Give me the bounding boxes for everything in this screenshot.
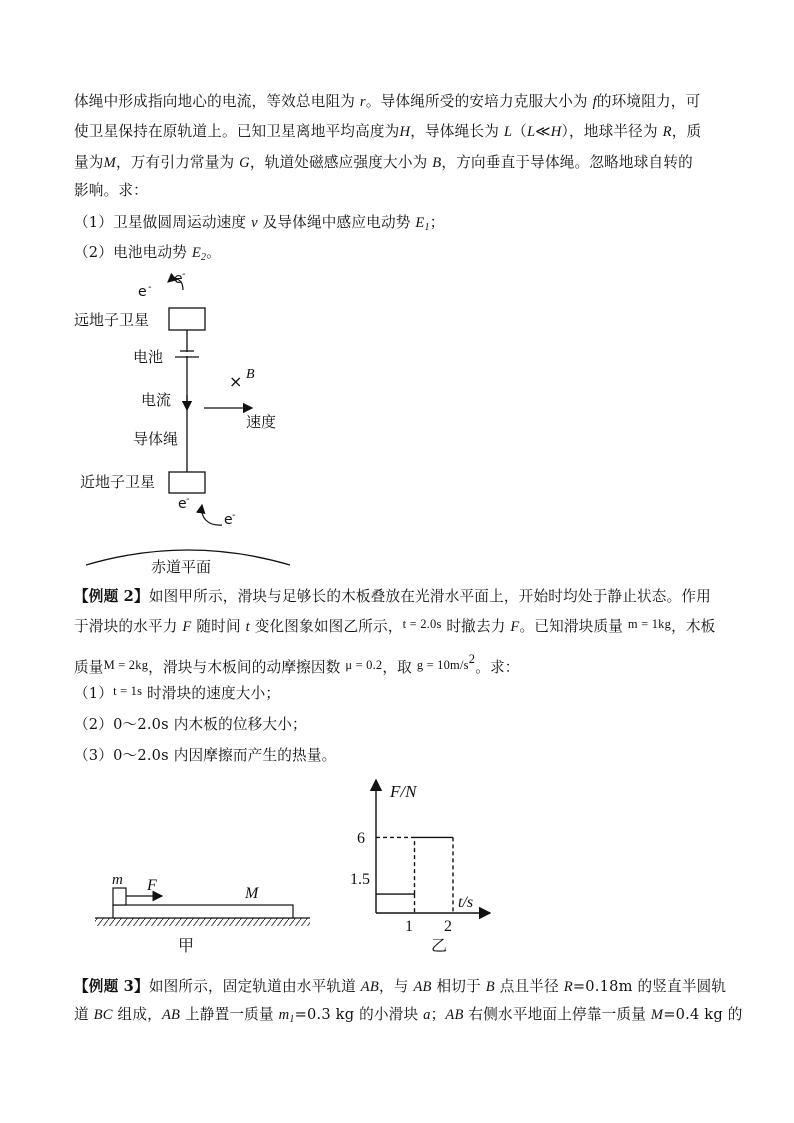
board-mass-label: M bbox=[245, 885, 259, 902]
electron-path-top bbox=[168, 279, 183, 290]
para1-line2: 使卫星保持在原轨道上。已知卫星离地平均高度为H，导体绳长为 L（L≪H），地球半径为 R，质 bbox=[74, 123, 702, 140]
example2-line2: 于滑块的水平力 F 随时间 t 变化图象如图乙所示，t = 2.0s 时撤去力 F。已知滑块质量 m = 1kg，木板 bbox=[74, 617, 716, 635]
example2-question-2: （2）0～2.0s 内木板的位移大小； bbox=[74, 716, 307, 733]
x-axis-label: t/s bbox=[458, 894, 474, 911]
current-label: 电流 bbox=[141, 391, 172, 409]
ground-hatch bbox=[95, 918, 310, 926]
y-axis-label: F/N bbox=[390, 782, 417, 801]
para1-line1: 体绳中形成指向地心的电流，等效总电阻为 r。导体绳所受的安培力克服大小为 f的环境阻力，可 bbox=[74, 93, 701, 110]
b-field-cross-icon: × bbox=[229, 372, 243, 391]
caption-jia: 甲 bbox=[178, 936, 195, 955]
force-time-chart bbox=[350, 780, 490, 935]
far-satellite-label: 远地子卫星 bbox=[74, 311, 150, 329]
example3-line1: 【例题 3】如图所示，固定轨道由水平轨道 AB，与 AB 相切于 B 点且半径 R=0.18m 的竖直半圆轨 bbox=[74, 978, 727, 995]
example3-line2: 道 BC 组成，AB 上静置一质量 $m_1=0.3$ kg 的小滑块 a；AB 右侧水平地面上停靠一质量 M=0.4 kg 的 bbox=[74, 1006, 743, 1025]
example2-question-3: （3）0～2.0s 内因摩擦而产生的热量。 bbox=[74, 747, 337, 764]
force-label: F bbox=[147, 877, 157, 894]
velocity-label: 速度 bbox=[246, 413, 277, 431]
near-satellite-box bbox=[169, 472, 205, 493]
example2-question-1: （1）t = 1s 时滑块的速度大小； bbox=[74, 684, 281, 702]
x-tick-1: 1 bbox=[405, 918, 413, 935]
caption-yi: 乙 bbox=[431, 936, 448, 955]
slider-mass-label: m bbox=[112, 872, 123, 888]
x-tick-2: 2 bbox=[444, 918, 452, 935]
near-satellite-label: 近地子卫星 bbox=[80, 473, 156, 491]
question-1: （1）卫星做圆周运动速度 v 及导体绳中感应电动势 $E_1$； bbox=[74, 214, 445, 233]
electron-top-right: e bbox=[174, 271, 183, 287]
battery-label: 电池 bbox=[133, 348, 164, 366]
far-satellite-box bbox=[169, 308, 205, 330]
para1-line3: 量为M，万有引力常量为 G，轨道处磁感应强度大小为 B，方向垂直于导体绳。忽略地球自转的 bbox=[74, 154, 693, 171]
equator-label: 赤道平面 bbox=[151, 558, 212, 576]
b-field-label: B bbox=[246, 367, 255, 382]
minus-bottom-1: - bbox=[186, 494, 190, 505]
para1-line4: 影响。求： bbox=[74, 182, 148, 199]
minus-bottom-2: - bbox=[232, 510, 236, 521]
electron-top-left: e bbox=[138, 284, 147, 300]
minus-top-right: - bbox=[182, 269, 186, 280]
example2-bracket: 【例题 2】 bbox=[74, 588, 149, 605]
equator-arc bbox=[86, 550, 290, 565]
minus-top-left: - bbox=[148, 282, 152, 293]
example2-line1: 【例题 2】如图甲所示，滑块与足够长的木板叠放在光滑水平面上，开始时均处于静止状态。作用 bbox=[74, 588, 711, 605]
question-2: （2）电池电动势 $E_2$。 bbox=[74, 244, 222, 263]
y-tick-6: 6 bbox=[357, 830, 365, 847]
electron-bottom-1: e bbox=[178, 496, 187, 512]
example2-line3: 质量M = 2kg，滑块与木板间的动摩擦因数 μ = 0.2，取 g = 10m/s2。求： bbox=[74, 652, 520, 676]
electron-bottom-2: e bbox=[224, 512, 233, 528]
y-tick-1-5: 1.5 bbox=[350, 871, 370, 888]
tether-label: 导体绳 bbox=[133, 430, 179, 448]
board-rect bbox=[113, 905, 293, 918]
slider-block bbox=[113, 888, 126, 905]
electron-path-bottom bbox=[202, 505, 222, 525]
example3-bracket: 【例题 3】 bbox=[74, 978, 149, 995]
